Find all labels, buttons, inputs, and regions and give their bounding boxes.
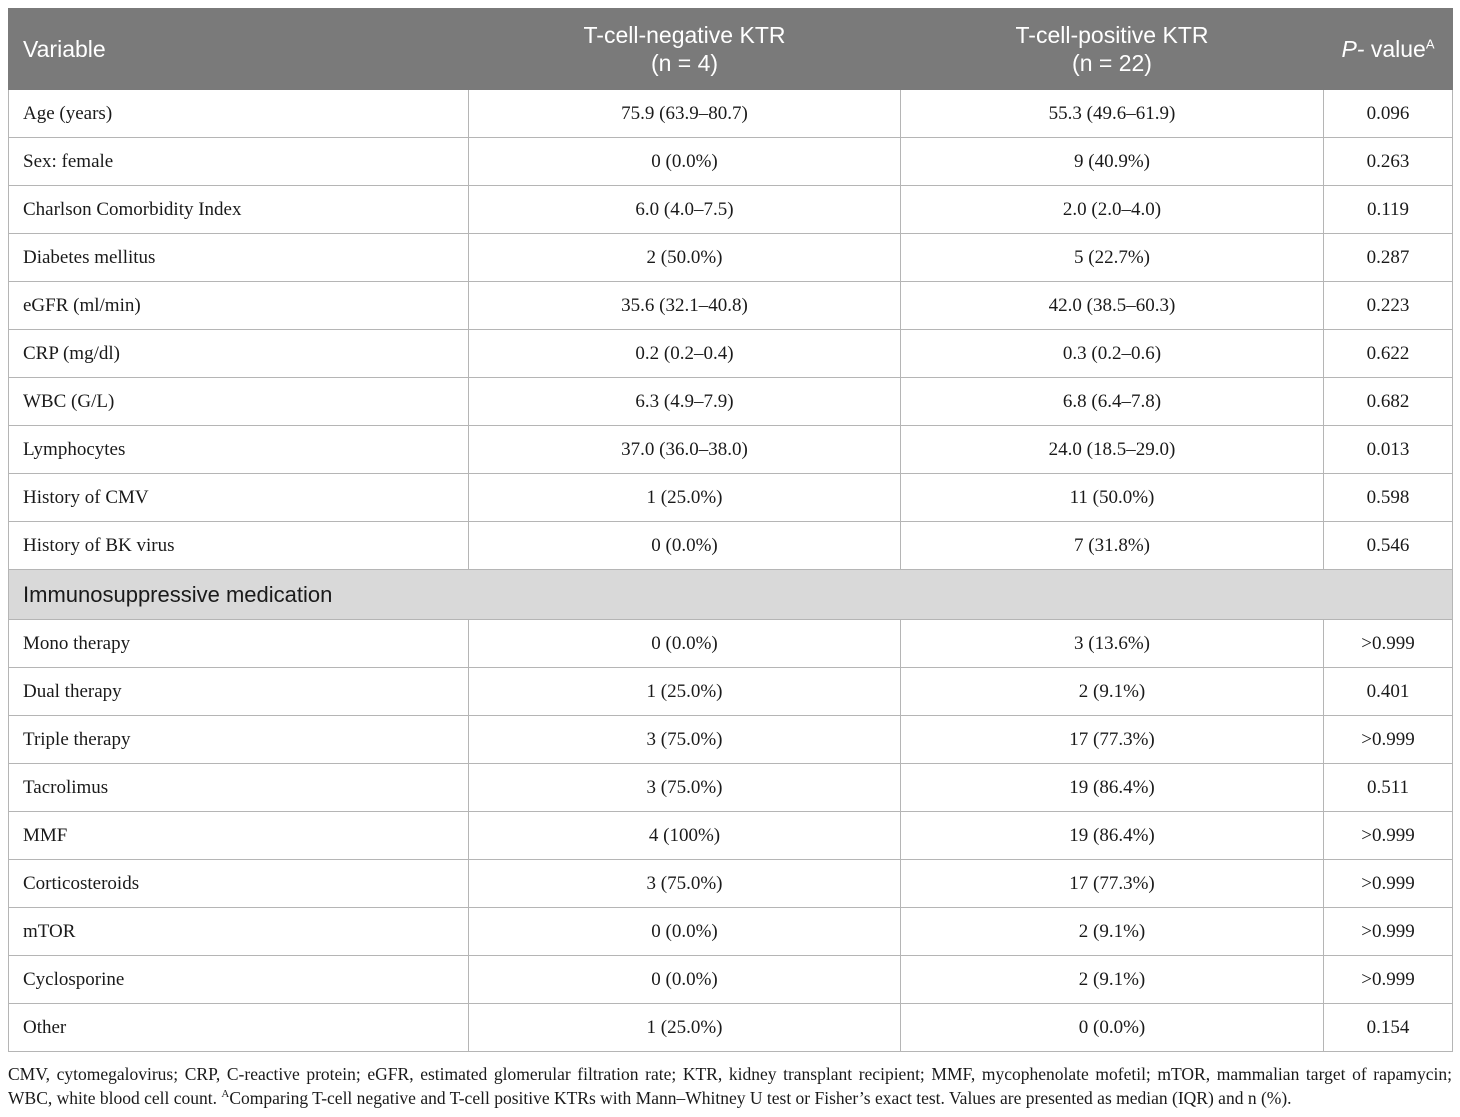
cell-t-cell-positive: 0.3 (0.2–0.6) xyxy=(901,330,1324,378)
table-row xyxy=(9,956,1453,1004)
cell-p-value: >0.999 xyxy=(1324,620,1453,668)
cell-t-cell-negative: 1 (25.0%) xyxy=(469,474,901,522)
cell-p-value: 0.401 xyxy=(1324,668,1453,716)
cell-t-cell-negative: 0 (0.0%) xyxy=(469,908,901,956)
header-negative-title: T-cell-negative KTR xyxy=(583,22,786,48)
header-row xyxy=(9,9,1453,90)
table-row xyxy=(9,620,1453,668)
cell-t-cell-negative: 75.9 (63.9–80.7) xyxy=(469,90,901,138)
cell-t-cell-positive: 2.0 (2.0–4.0) xyxy=(901,186,1324,234)
header-p-rest: value xyxy=(1364,36,1426,62)
cell-t-cell-positive: 5 (22.7%) xyxy=(901,234,1324,282)
header-p-value xyxy=(1324,9,1453,90)
cell-p-value: >0.999 xyxy=(1324,812,1453,860)
cell-t-cell-positive: 19 (86.4%) xyxy=(901,764,1324,812)
footnote-note: Comparing T-cell negative and T-cell positive KTRs with Mann–Whitney U test or Fisher’s exact test. Values are presented as median (IQR) and n (%). xyxy=(229,1088,1292,1108)
cell-t-cell-positive: 2 (9.1%) xyxy=(901,956,1324,1004)
section-label: Immunosuppressive medication xyxy=(9,570,1453,620)
header-positive-n: (n = 22) xyxy=(1072,50,1152,76)
cell-variable: Sex: female xyxy=(9,138,469,186)
cell-t-cell-positive: 9 (40.9%) xyxy=(901,138,1324,186)
cell-t-cell-negative: 6.0 (4.0–7.5) xyxy=(469,186,901,234)
table-row xyxy=(9,908,1453,956)
cell-t-cell-positive: 2 (9.1%) xyxy=(901,668,1324,716)
cell-t-cell-positive: 11 (50.0%) xyxy=(901,474,1324,522)
cell-t-cell-positive: 17 (77.3%) xyxy=(901,716,1324,764)
cell-p-value: >0.999 xyxy=(1324,956,1453,1004)
cell-p-value: >0.999 xyxy=(1324,716,1453,764)
cell-t-cell-positive: 3 (13.6%) xyxy=(901,620,1324,668)
table-row xyxy=(9,668,1453,716)
cell-p-value: 0.013 xyxy=(1324,426,1453,474)
cell-t-cell-negative: 37.0 (36.0–38.0) xyxy=(469,426,901,474)
cell-p-value: 0.119 xyxy=(1324,186,1453,234)
cell-variable: Dual therapy xyxy=(9,668,469,716)
table-body xyxy=(9,90,1453,1052)
header-t-cell-negative xyxy=(469,9,901,90)
cell-t-cell-negative: 0.2 (0.2–0.4) xyxy=(469,330,901,378)
header-p-superscript: A xyxy=(1425,36,1435,52)
cell-t-cell-positive: 17 (77.3%) xyxy=(901,860,1324,908)
cell-t-cell-negative: 35.6 (32.1–40.8) xyxy=(469,282,901,330)
cell-p-value: 0.622 xyxy=(1324,330,1453,378)
section-row-immunosuppressive xyxy=(9,570,1453,620)
cell-t-cell-negative: 0 (0.0%) xyxy=(469,138,901,186)
cell-p-value: 0.263 xyxy=(1324,138,1453,186)
table-row xyxy=(9,1004,1453,1052)
cell-t-cell-negative: 6.3 (4.9–7.9) xyxy=(469,378,901,426)
table-row xyxy=(9,812,1453,860)
characteristics-table xyxy=(8,8,1453,1052)
table-row xyxy=(9,474,1453,522)
table-row xyxy=(9,90,1453,138)
cell-p-value: 0.096 xyxy=(1324,90,1453,138)
header-negative-n: (n = 4) xyxy=(650,50,719,76)
cell-t-cell-positive: 6.8 (6.4–7.8) xyxy=(901,378,1324,426)
header-positive-title: T-cell-positive KTR xyxy=(1015,22,1209,48)
cell-variable: Corticosteroids xyxy=(9,860,469,908)
table-row xyxy=(9,764,1453,812)
cell-variable: mTOR xyxy=(9,908,469,956)
cell-variable: WBC (G/L) xyxy=(9,378,469,426)
cell-t-cell-positive: 7 (31.8%) xyxy=(901,522,1324,570)
cell-variable: History of CMV xyxy=(9,474,469,522)
cell-t-cell-positive: 42.0 (38.5–60.3) xyxy=(901,282,1324,330)
cell-p-value: 0.598 xyxy=(1324,474,1453,522)
cell-t-cell-positive: 55.3 (49.6–61.9) xyxy=(901,90,1324,138)
header-t-cell-positive xyxy=(901,9,1324,90)
cell-t-cell-positive: 19 (86.4%) xyxy=(901,812,1324,860)
table-row xyxy=(9,330,1453,378)
cell-variable: Cyclosporine xyxy=(9,956,469,1004)
table-row xyxy=(9,716,1453,764)
cell-p-value: 0.546 xyxy=(1324,522,1453,570)
cell-t-cell-negative: 3 (75.0%) xyxy=(469,764,901,812)
cell-p-value: 0.154 xyxy=(1324,1004,1453,1052)
footnote-marker: A xyxy=(221,1088,230,1101)
cell-t-cell-negative: 2 (50.0%) xyxy=(469,234,901,282)
table-row xyxy=(9,426,1453,474)
cell-t-cell-negative: 4 (100%) xyxy=(469,812,901,860)
cell-variable: MMF xyxy=(9,812,469,860)
cell-p-value: >0.999 xyxy=(1324,908,1453,956)
cell-p-value: 0.223 xyxy=(1324,282,1453,330)
footnote-abbreviations: CMV, cytomegalovirus; CRP, C-reactive protein; eGFR, estimated glomerular filtration rate; KTR, kidney transplant recipient; MMF, mycophenolate mofetil; mTOR, mammalian target of rapamycin; WBC, white blood cell count. xyxy=(8,1064,1452,1108)
cell-variable: Diabetes mellitus xyxy=(9,234,469,282)
cell-variable: Mono therapy xyxy=(9,620,469,668)
cell-t-cell-negative: 0 (0.0%) xyxy=(469,956,901,1004)
cell-p-value: >0.999 xyxy=(1324,860,1453,908)
cell-t-cell-negative: 0 (0.0%) xyxy=(469,522,901,570)
cell-variable: CRP (mg/dl) xyxy=(9,330,469,378)
table-row xyxy=(9,282,1453,330)
cell-variable: eGFR (ml/min) xyxy=(9,282,469,330)
table-row xyxy=(9,378,1453,426)
cell-p-value: 0.287 xyxy=(1324,234,1453,282)
table-row xyxy=(9,138,1453,186)
cell-t-cell-positive: 2 (9.1%) xyxy=(901,908,1324,956)
table-row xyxy=(9,234,1453,282)
cell-p-value: 0.511 xyxy=(1324,764,1453,812)
table-row xyxy=(9,522,1453,570)
header-p-italic: P- xyxy=(1341,36,1365,62)
header-variable: Variable xyxy=(9,9,469,90)
cell-variable: Triple therapy xyxy=(9,716,469,764)
cell-variable: History of BK virus xyxy=(9,522,469,570)
table-row xyxy=(9,186,1453,234)
cell-t-cell-positive: 0 (0.0%) xyxy=(901,1004,1324,1052)
cell-t-cell-negative: 3 (75.0%) xyxy=(469,860,901,908)
cell-variable: Tacrolimus xyxy=(9,764,469,812)
table-footnote xyxy=(8,1062,1452,1110)
cell-p-value: 0.682 xyxy=(1324,378,1453,426)
table-row xyxy=(9,860,1453,908)
cell-variable: Age (years) xyxy=(9,90,469,138)
cell-variable: Lymphocytes xyxy=(9,426,469,474)
cell-t-cell-positive: 24.0 (18.5–29.0) xyxy=(901,426,1324,474)
cell-t-cell-negative: 3 (75.0%) xyxy=(469,716,901,764)
cell-t-cell-negative: 0 (0.0%) xyxy=(469,620,901,668)
cell-variable: Charlson Comorbidity Index xyxy=(9,186,469,234)
cell-variable: Other xyxy=(9,1004,469,1052)
cell-t-cell-negative: 1 (25.0%) xyxy=(469,668,901,716)
cell-t-cell-negative: 1 (25.0%) xyxy=(469,1004,901,1052)
